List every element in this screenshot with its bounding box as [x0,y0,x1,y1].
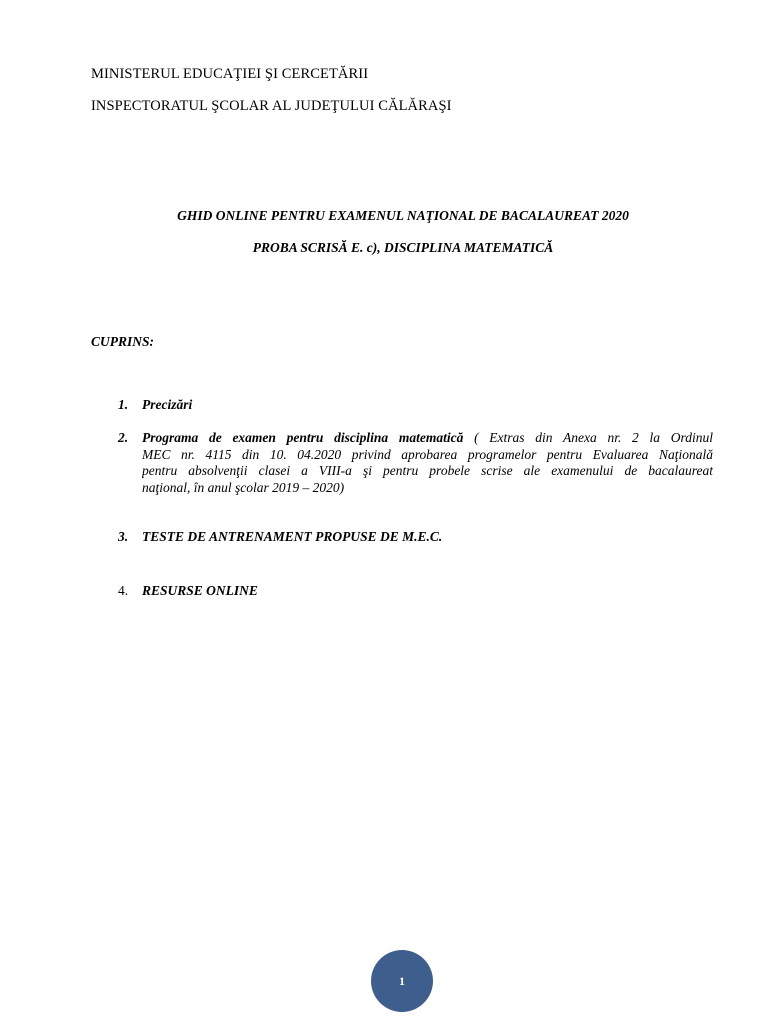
ministry-name: MINISTERUL EDUCAŢIEI ŞI CERCETĂRII [91,66,369,82]
inspectorate-name: INSPECTORATUL ŞCOLAR AL JUDEŢULUI CĂLĂRAŞI [91,98,452,114]
toc-item-text: Precizări [142,397,193,412]
paragraph-line [142,430,713,447]
toc-item-number: 3. [118,529,129,544]
toc-item-number: 1. [118,397,129,412]
paragraph-text: ( Extras din Anexa nr. 2 la Ordinul [474,430,713,445]
toc-item-text: TESTE DE ANTRENAMENT PROPUSE DE M.E.C. [142,529,443,544]
paragraph-line: naţional, în anul şcolar 2019 – 2020) [142,479,345,495]
page-number: 1 [399,973,405,988]
toc-item-text: RESURSE ONLINE [142,583,258,598]
toc-item-number: 4. [118,583,129,598]
toc-item-paragraph [142,430,713,496]
paragraph-line: pentru absolvenţii clasei a VIII-a şi pentru probele scrise ale examenului de bacalaureat [142,463,713,478]
toc-item-lead: Programa de examen pentru disciplina matematică [142,430,464,445]
toc-heading: CUPRINS: [91,334,155,349]
page-number-badge [371,950,433,1012]
document-title: GHID ONLINE PENTRU EXAMENUL NAŢIONAL DE BACALAUREAT 2020 [177,208,629,223]
toc-item-number: 2. [118,430,129,445]
paragraph-line: MEC nr. 4115 din 10. 04.2020 privind aprobarea programelor pentru Evaluarea Naţională [142,446,713,462]
document-subtitle: PROBA SCRISĂ E. c), DISCIPLINA MATEMATICĂ [252,240,554,255]
